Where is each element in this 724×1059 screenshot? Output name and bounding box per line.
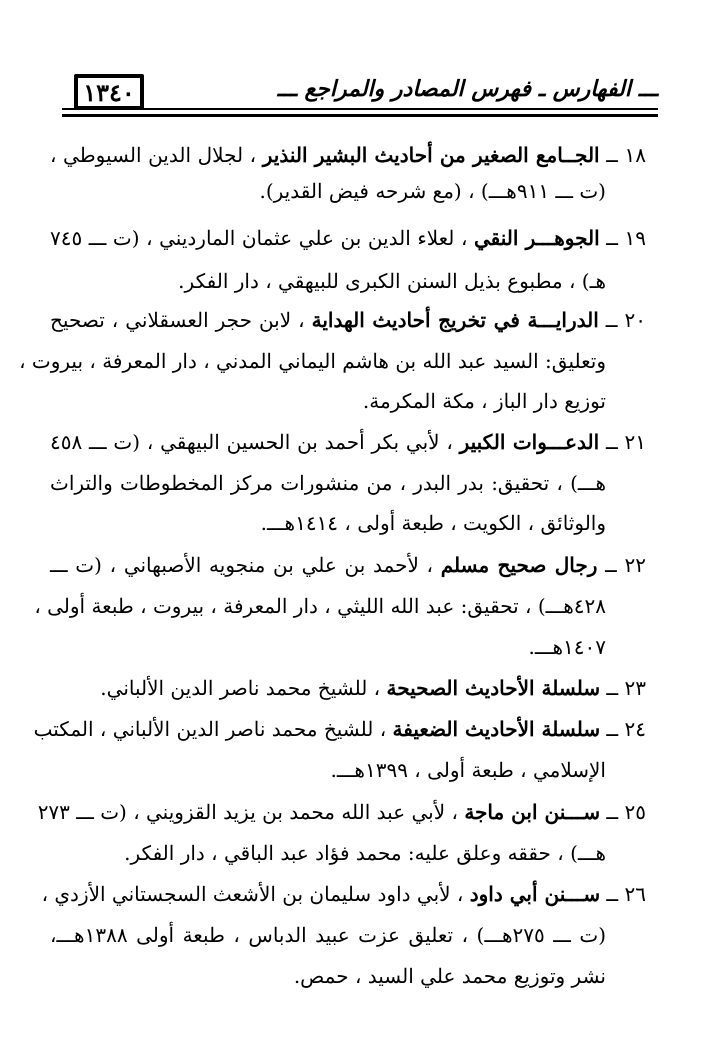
entry-number: ٢١ [624,430,647,454]
entry-number: ١٩ [624,226,647,250]
entry-text: ، لجلال الدين السيوطي ، [50,143,257,167]
entry-text: ، لأبي داود سليمان بن الأشعث السجستاني الأزدي ، [41,882,464,906]
entry-text: نشر وتوزيع محمد علي السيد ، حمص. [293,964,606,988]
entry-text: والوثائق ، الكويت ، طبعة أولى ، ١٤١٤هـــ. [260,511,606,535]
entry-text: ، لأبي بكر أحمد بن الحسين البيهقي ، (ت ـــ ٤٥٨ [50,430,453,454]
entry-title: ســـنن ابن ماجة [464,800,601,824]
entry-20-line-2 [19,346,606,376]
running-title: ـــ الفهارس ـ فهرس المصادر والمراجع ـــ [270,76,658,102]
entry-21-line-1: ٢١ ــ الدعـــوات الكبير ، لأبي بكر أحمد بن الحسين البيهقي ، (ت ـــ ٤٥٨ [50,430,647,454]
entry-title: ســـنن أبي داود [469,882,601,906]
entry-text: ، للشيخ محمد ناصر الدين الألباني. [100,676,381,700]
entry-23-line-1: ٢٣ ــ سلسلة الأحاديث الصحيحة ، للشيخ محمد ناصر الدين الألباني. [100,676,646,700]
entry-text: الإسلامي ، طبعة أولى ، ١٣٩٩هـــ. [330,758,606,782]
entry-25-line-2 [50,838,606,868]
entry-text: (ت ـــ ٩١١هـــ) ، (مع شرحه فيض القدير). [259,179,606,203]
entry-22-line-1: ٢٢ ــ رجال صحيح مسلم ، لأحمد بن علي بن منجويه الأصبهاني ، (ت ـــ [50,553,646,577]
entry-number: ٢٢ [624,553,646,577]
entry-title: رجال صحيح مسلم [440,553,598,577]
entry-title: الدعـــوات الكبير [459,430,600,454]
entry-20-line-1: ٢٠ ــ الدرايـــة في تخريج أحاديث الهداية ، لابن حجر العسقلاني ، تصحيح [50,308,646,332]
entry-25-line-1: ٢٥ ــ ســـنن ابن ماجة ، لأبي عبد الله محمد بن يزيد القزويني ، (ت ـــ ٢٧٣ [37,800,646,824]
entry-18-line-1: ١٨ ــ الجــامع الصغير من أحاديث البشير النذير ، لجلال الدين السيوطي ، [50,143,646,167]
entry-number: ٢٤ [624,717,646,741]
entry-title: الجوهـــر النقي [473,226,600,250]
entry-title: سلسلة الأحاديث الضعيفة [392,717,601,741]
entry-24-line-1: ٢٤ ــ سلسلة الأحاديث الضعيفة ، للشيخ محمد ناصر الدين الألباني ، المكتب [33,717,646,741]
entry-19-line-2 [50,266,606,296]
entry-text: ٤٢٨هـــ) ، تحقيق: عبد الله الليثي ، دار المعرفة ، بيروت ، طبعة أولى ، [34,594,606,618]
entry-text: ، لأحمد بن علي بن منجويه الأصبهاني ، (ت ـــ [50,553,434,577]
entry-text: توزيع دار الباز ، مكة المكرمة. [362,389,606,413]
entry-text: هـــ) ، حققه وعلق عليه: محمد فؤاد عبد الباقي ، دار الفكر. [124,841,606,865]
page-number: ١٣٤٠ [74,74,144,110]
page-header [62,74,658,122]
entry-text: هـــ) ، تحقيق: بدر البدر ، من منشورات مركز المخطوطات والتراث [50,471,606,495]
entry-text: ١٤٠٧هـــ. [528,635,606,659]
entry-18-line-2 [50,176,606,206]
entry-text: ، لابن حجر العسقلاني ، تصحيح [50,308,305,332]
entry-21-line-3 [50,508,606,538]
entry-22-line-2 [34,591,606,621]
entry-number: ٢٠ [624,308,646,332]
entry-title: الجــامع الصغير من أحاديث البشير النذير [262,143,600,167]
entry-text: ، للشيخ محمد ناصر الدين الألباني ، المكتب [33,717,387,741]
entry-text: ، لعلاء الدين بن علي عثمان المارديني ، (ت ـــ ٧٤٥ [50,226,468,250]
entry-text: وتعليق: السيد عبد الله بن هاشم اليماني المدني ، دار المعرفة ، بيروت ، [19,349,606,373]
entry-number: ٢٥ [624,800,646,824]
entry-20-line-3 [50,386,606,416]
header-rule-top [62,108,658,110]
entry-26-line-1: ٢٦ ــ ســـنن أبي داود ، لأبي داود سليمان بن الأشعث السجستاني الأزدي ، [41,882,646,906]
entry-24-line-2 [50,755,606,785]
entry-number: ٢٣ [624,676,646,700]
entry-title: الدرايـــة في تخريج أحاديث الهداية [311,308,599,332]
entry-title: سلسلة الأحاديث الصحيحة [386,676,601,700]
entry-26-line-3 [50,961,606,991]
entry-19-line-1: ١٩ ــ الجوهـــر النقي ، لعلاء الدين بن علي عثمان المارديني ، (ت ـــ ٧٤٥ [50,226,647,250]
header-rule-bottom [62,114,658,117]
entry-22-line-3 [50,632,606,662]
entry-text: ، لأبي عبد الله محمد بن يزيد القزويني ، (ت ـــ ٢٧٣ [37,800,458,824]
entry-21-line-2 [50,468,606,498]
entry-text: (ت ـــ ٢٧٥هـــ) ، تعليق عزت عبيد الدباس ، طبعة أولى ١٣٨٨هـــ، [50,923,606,947]
entry-26-line-2 [50,920,606,950]
entry-number: ٢٦ [624,882,646,906]
entry-number: ١٨ [624,143,646,167]
entry-text: هـ) ، مطبوع بذيل السنن الكبرى للبيهقي ، دار الفكر. [178,269,606,293]
